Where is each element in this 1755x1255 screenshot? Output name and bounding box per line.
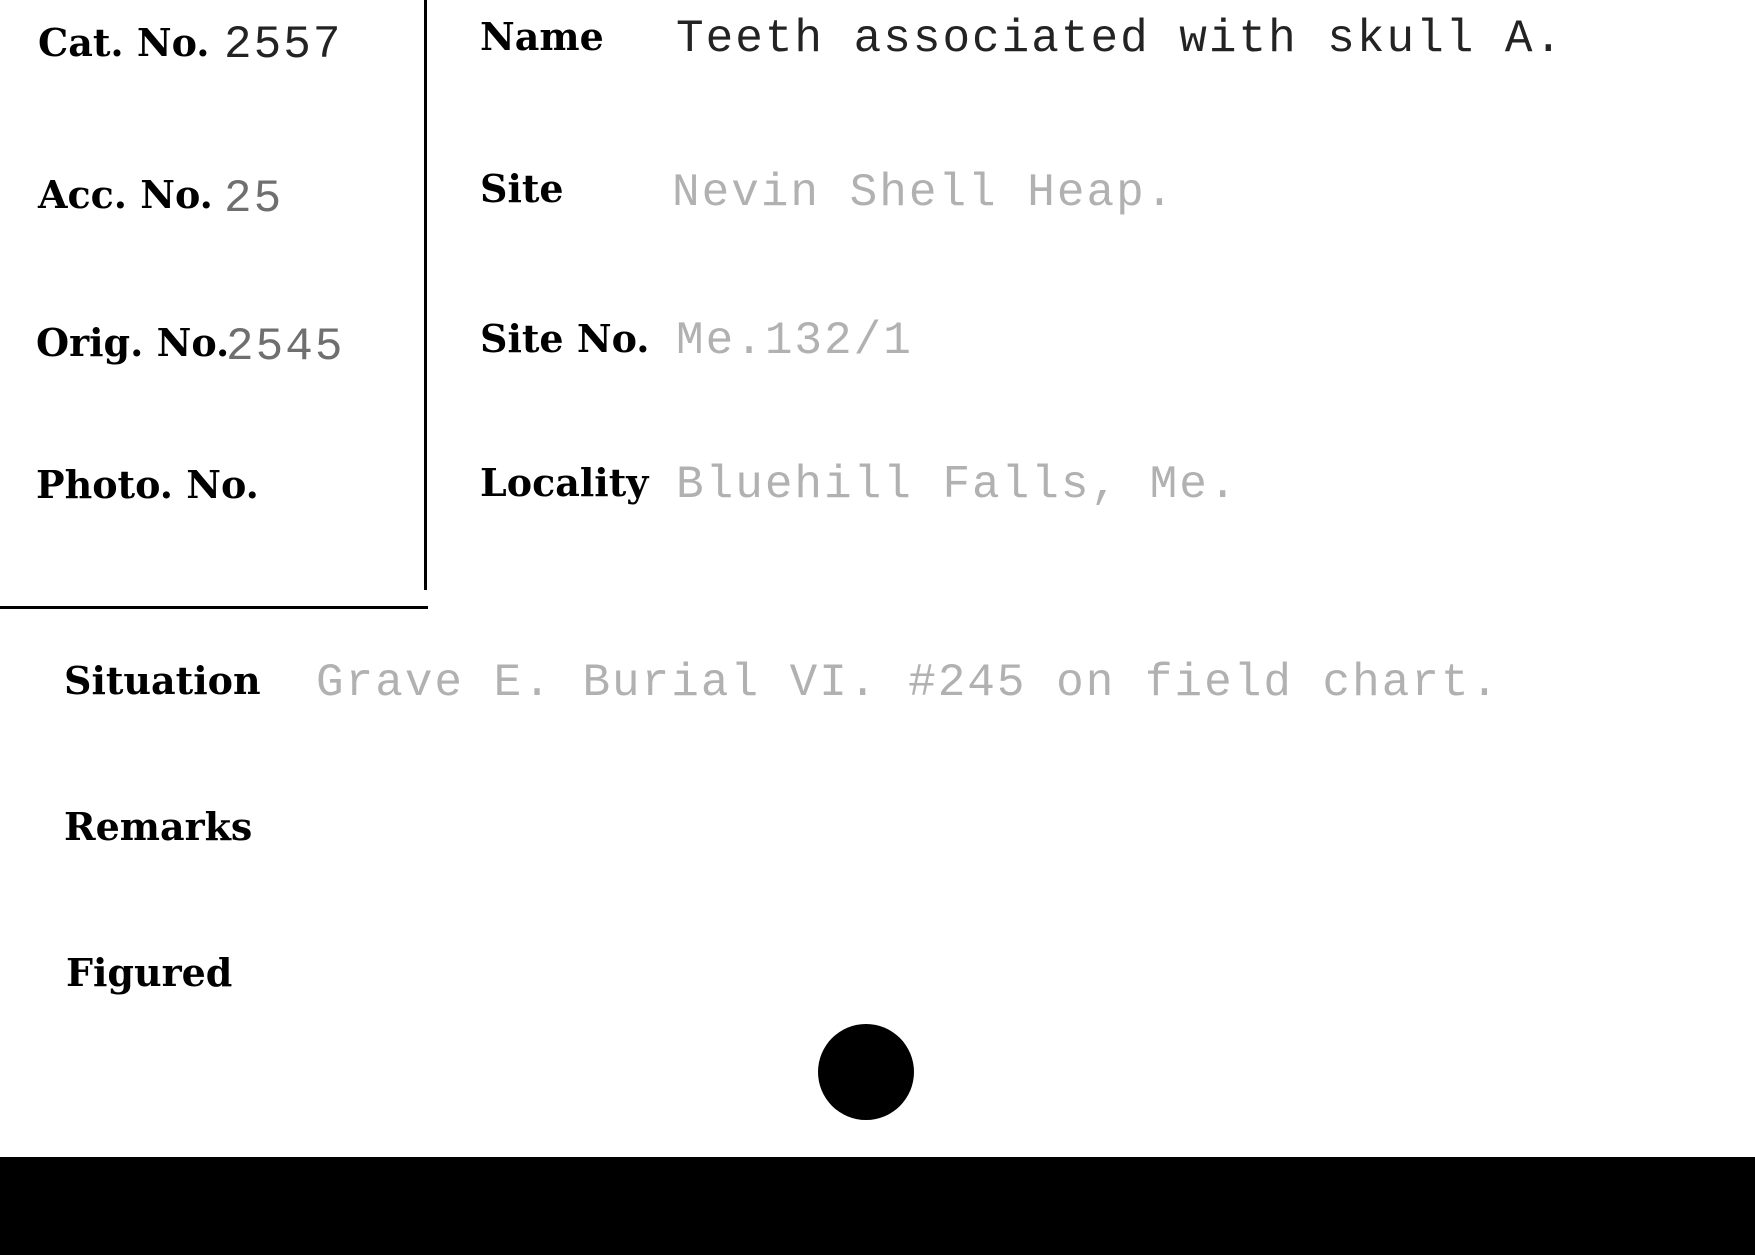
- name-label: Name: [480, 14, 604, 59]
- scan-border: [0, 1157, 1755, 1255]
- locality-value: Bluehill Falls, Me.: [676, 459, 1239, 511]
- remarks-label: Remarks: [64, 804, 253, 849]
- site-label: Site: [480, 166, 564, 211]
- cat-no-label: Cat. No.: [38, 20, 210, 65]
- punch-hole: [818, 1024, 914, 1120]
- locality-label: Locality: [480, 460, 649, 505]
- orig-no-label: Orig. No.: [36, 320, 230, 365]
- photo-no-label: Photo. No.: [36, 462, 259, 507]
- header-divider: [0, 606, 428, 609]
- site-no-value: Me.132/1: [676, 315, 913, 367]
- site-value: Nevin Shell Heap.: [672, 167, 1176, 219]
- acc-no-value: 25: [224, 173, 284, 225]
- figured-label: Figured: [66, 950, 233, 995]
- column-divider: [424, 0, 427, 590]
- situation-label: Situation: [64, 658, 261, 703]
- acc-no-label: Acc. No.: [38, 172, 213, 217]
- orig-no-value: 2545: [226, 321, 345, 373]
- situation-value: Grave E. Burial VI. #245 on field chart.: [316, 657, 1501, 709]
- cat-no-value: 2557: [224, 19, 343, 71]
- site-no-label: Site No.: [480, 316, 650, 361]
- name-value: Teeth associated with skull A.: [676, 13, 1565, 65]
